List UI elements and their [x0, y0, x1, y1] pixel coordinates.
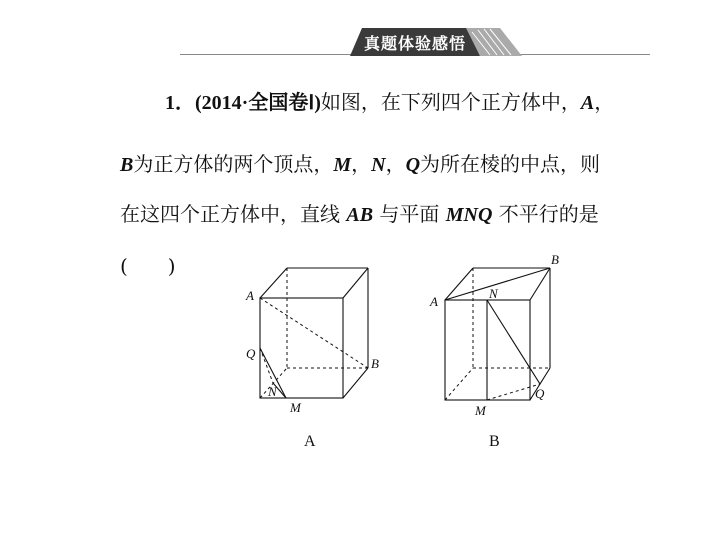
- question-text: 为所在棱的中点，则: [420, 152, 601, 176]
- figure-b-label-q: Q: [535, 386, 545, 401]
- line-ab: AB: [346, 204, 374, 226]
- question-text: 不平行的是: [498, 202, 599, 226]
- point-b: B: [120, 154, 134, 176]
- answer-blank: ( ): [120, 254, 176, 278]
- question-line-1: 1．(2014·全国卷Ⅰ)如图，在下列四个正方体中，A，: [165, 90, 615, 114]
- figure-a-label-a: A: [246, 288, 254, 303]
- figure-a-label-q: Q: [246, 346, 256, 361]
- figure-b-label-m: M: [475, 403, 486, 418]
- question-line-2: B为正方体的两个顶点，M，N，Q为所在棱的中点，则: [120, 152, 601, 176]
- figure-a-caption: A: [304, 433, 316, 450]
- figure-a-label-b: B: [371, 356, 379, 371]
- point-a: A: [580, 92, 595, 114]
- plane-mnq: MNQ: [445, 204, 493, 226]
- question-text: 为正方体的两个顶点，: [133, 152, 334, 176]
- figure-a-label-n: N: [268, 384, 277, 399]
- point-q: Q: [405, 154, 421, 176]
- figure-b-cube: [425, 250, 575, 420]
- figure-b-label-b: B: [551, 252, 559, 267]
- question-source: (2014·全国卷Ⅰ): [195, 92, 321, 114]
- figure-b-label-n: N: [489, 286, 498, 301]
- question-number: 1．: [165, 92, 195, 114]
- figure-a-label-m: M: [290, 400, 301, 415]
- figure-a-cube: [240, 258, 390, 418]
- banner-title: 真题体验感悟: [364, 34, 467, 53]
- question-text: 在这四个正方体中，直线: [120, 202, 340, 226]
- point-n: N: [371, 154, 386, 176]
- figure-b-caption: B: [489, 433, 500, 450]
- question-text: 与平面: [379, 202, 440, 226]
- question-text: 如图，在下列四个正方体中，: [320, 90, 581, 114]
- figure-b-label-a: A: [430, 294, 438, 309]
- question-line-3: [120, 198, 599, 227]
- point-m: M: [333, 154, 352, 176]
